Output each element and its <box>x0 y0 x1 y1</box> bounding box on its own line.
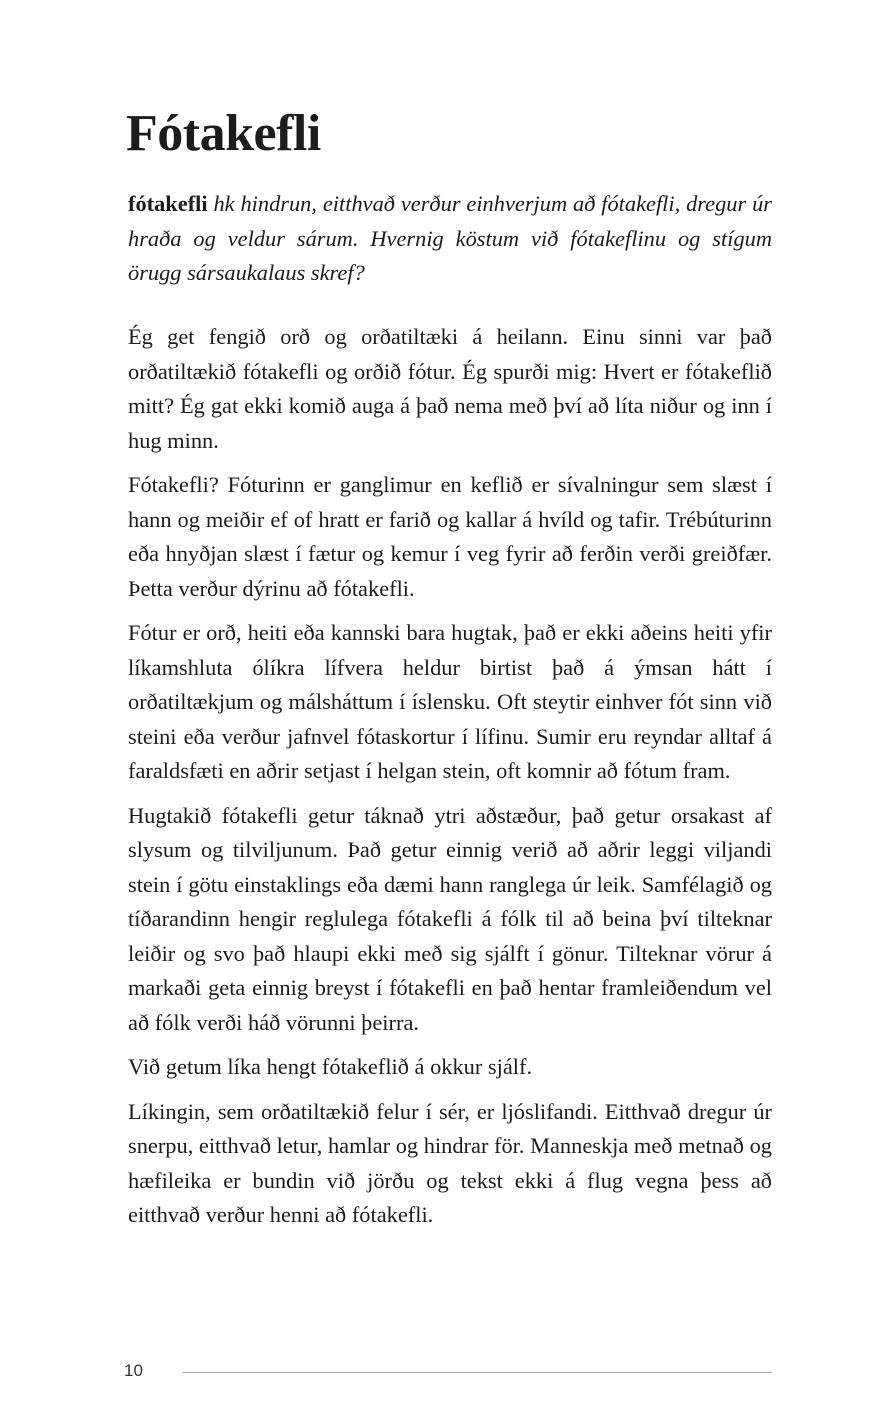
paragraph: Fótur er orð, heiti eða kannski bara hugtak, það er ekki aðeins heiti yfir líkamshluta ólíkra lífvera heldur birtist það á ýmsan hátt í orðatiltækjum og málsháttum í íslensku. Oft steytir einhver fót sinn við steini eða verður jafnvel fótaskortur í lífinu. Sumir eru reyndar alltaf á faraldsfæti en aðrir setjast í helgan stein, oft komnir að fótum fram. <box>128 620 772 783</box>
definition-gloss: hk hindrun, eitthvað verður einhverjum að fótakefli, dregur úr hraða og veldur sárum. Hvernig köstum við fótakeflinu og stígum örugg sársaukalaus skref? <box>128 191 772 285</box>
paragraph: Við getum líka hengt fótakeflið á okkur sjálf. <box>128 1054 533 1079</box>
definition-entry <box>128 187 772 291</box>
paragraph: Ég get fengið orð og orðatiltæki á heilann. Einu sinni var það orðatiltækið fótakefli og orðið fótur. Ég spurði mig: Hvert er fótakeflið mitt? Ég gat ekki komið auga á það nema með því að líta niður og inn í hug minn. <box>128 324 772 453</box>
paragraph: Fótakefli? Fóturinn er ganglimur en keflið er sívalningur sem slæst í hann og meiðir ef of hratt er farið og kallar á hvíld og tafir. Trébúturinn eða hnyðjan slæst í fætur og kemur í veg fyrir að ferðin verði greiðfær. Þetta verður dýrinu að fótakefli. <box>128 472 772 601</box>
page-number: 10 <box>124 1361 143 1380</box>
chapter-title: Fótakefli <box>126 105 321 162</box>
footer-divider <box>183 1372 772 1373</box>
paragraph: Hugtakið fótakefli getur táknað ytri aðstæður, það getur orsakast af slysum og tilviljunum. Það getur einnig verið að aðrir leggi viljandi stein í götu einstaklings eða dæmi hann ranglega úr leik. Samfélagið og tíðarandinn hengir reglulega fótakefli á fólk til að beina því tilteknar leiðir og svo það hlaupi ekki með sig sjálft í gönur. Tilteknar vörur á markaði geta einnig breyst í fótakefli en það hentar framleiðendum vel að fólk verði háð vörunni þeirra. <box>128 802 772 1035</box>
definition-headword: fótakefli <box>128 191 208 216</box>
paragraph: Líkingin, sem orðatiltækið felur í sér, er ljóslifandi. Eitthvað dregur úr snerpu, eitthvað letur, hamlar og hindrar för. Manneskja með metnað og hæfileika er bundin við jörðu og tekst ekki á flug vegna þess að eitthvað verður henni að fótakefli. <box>128 1098 772 1227</box>
body-text <box>128 320 772 1243</box>
